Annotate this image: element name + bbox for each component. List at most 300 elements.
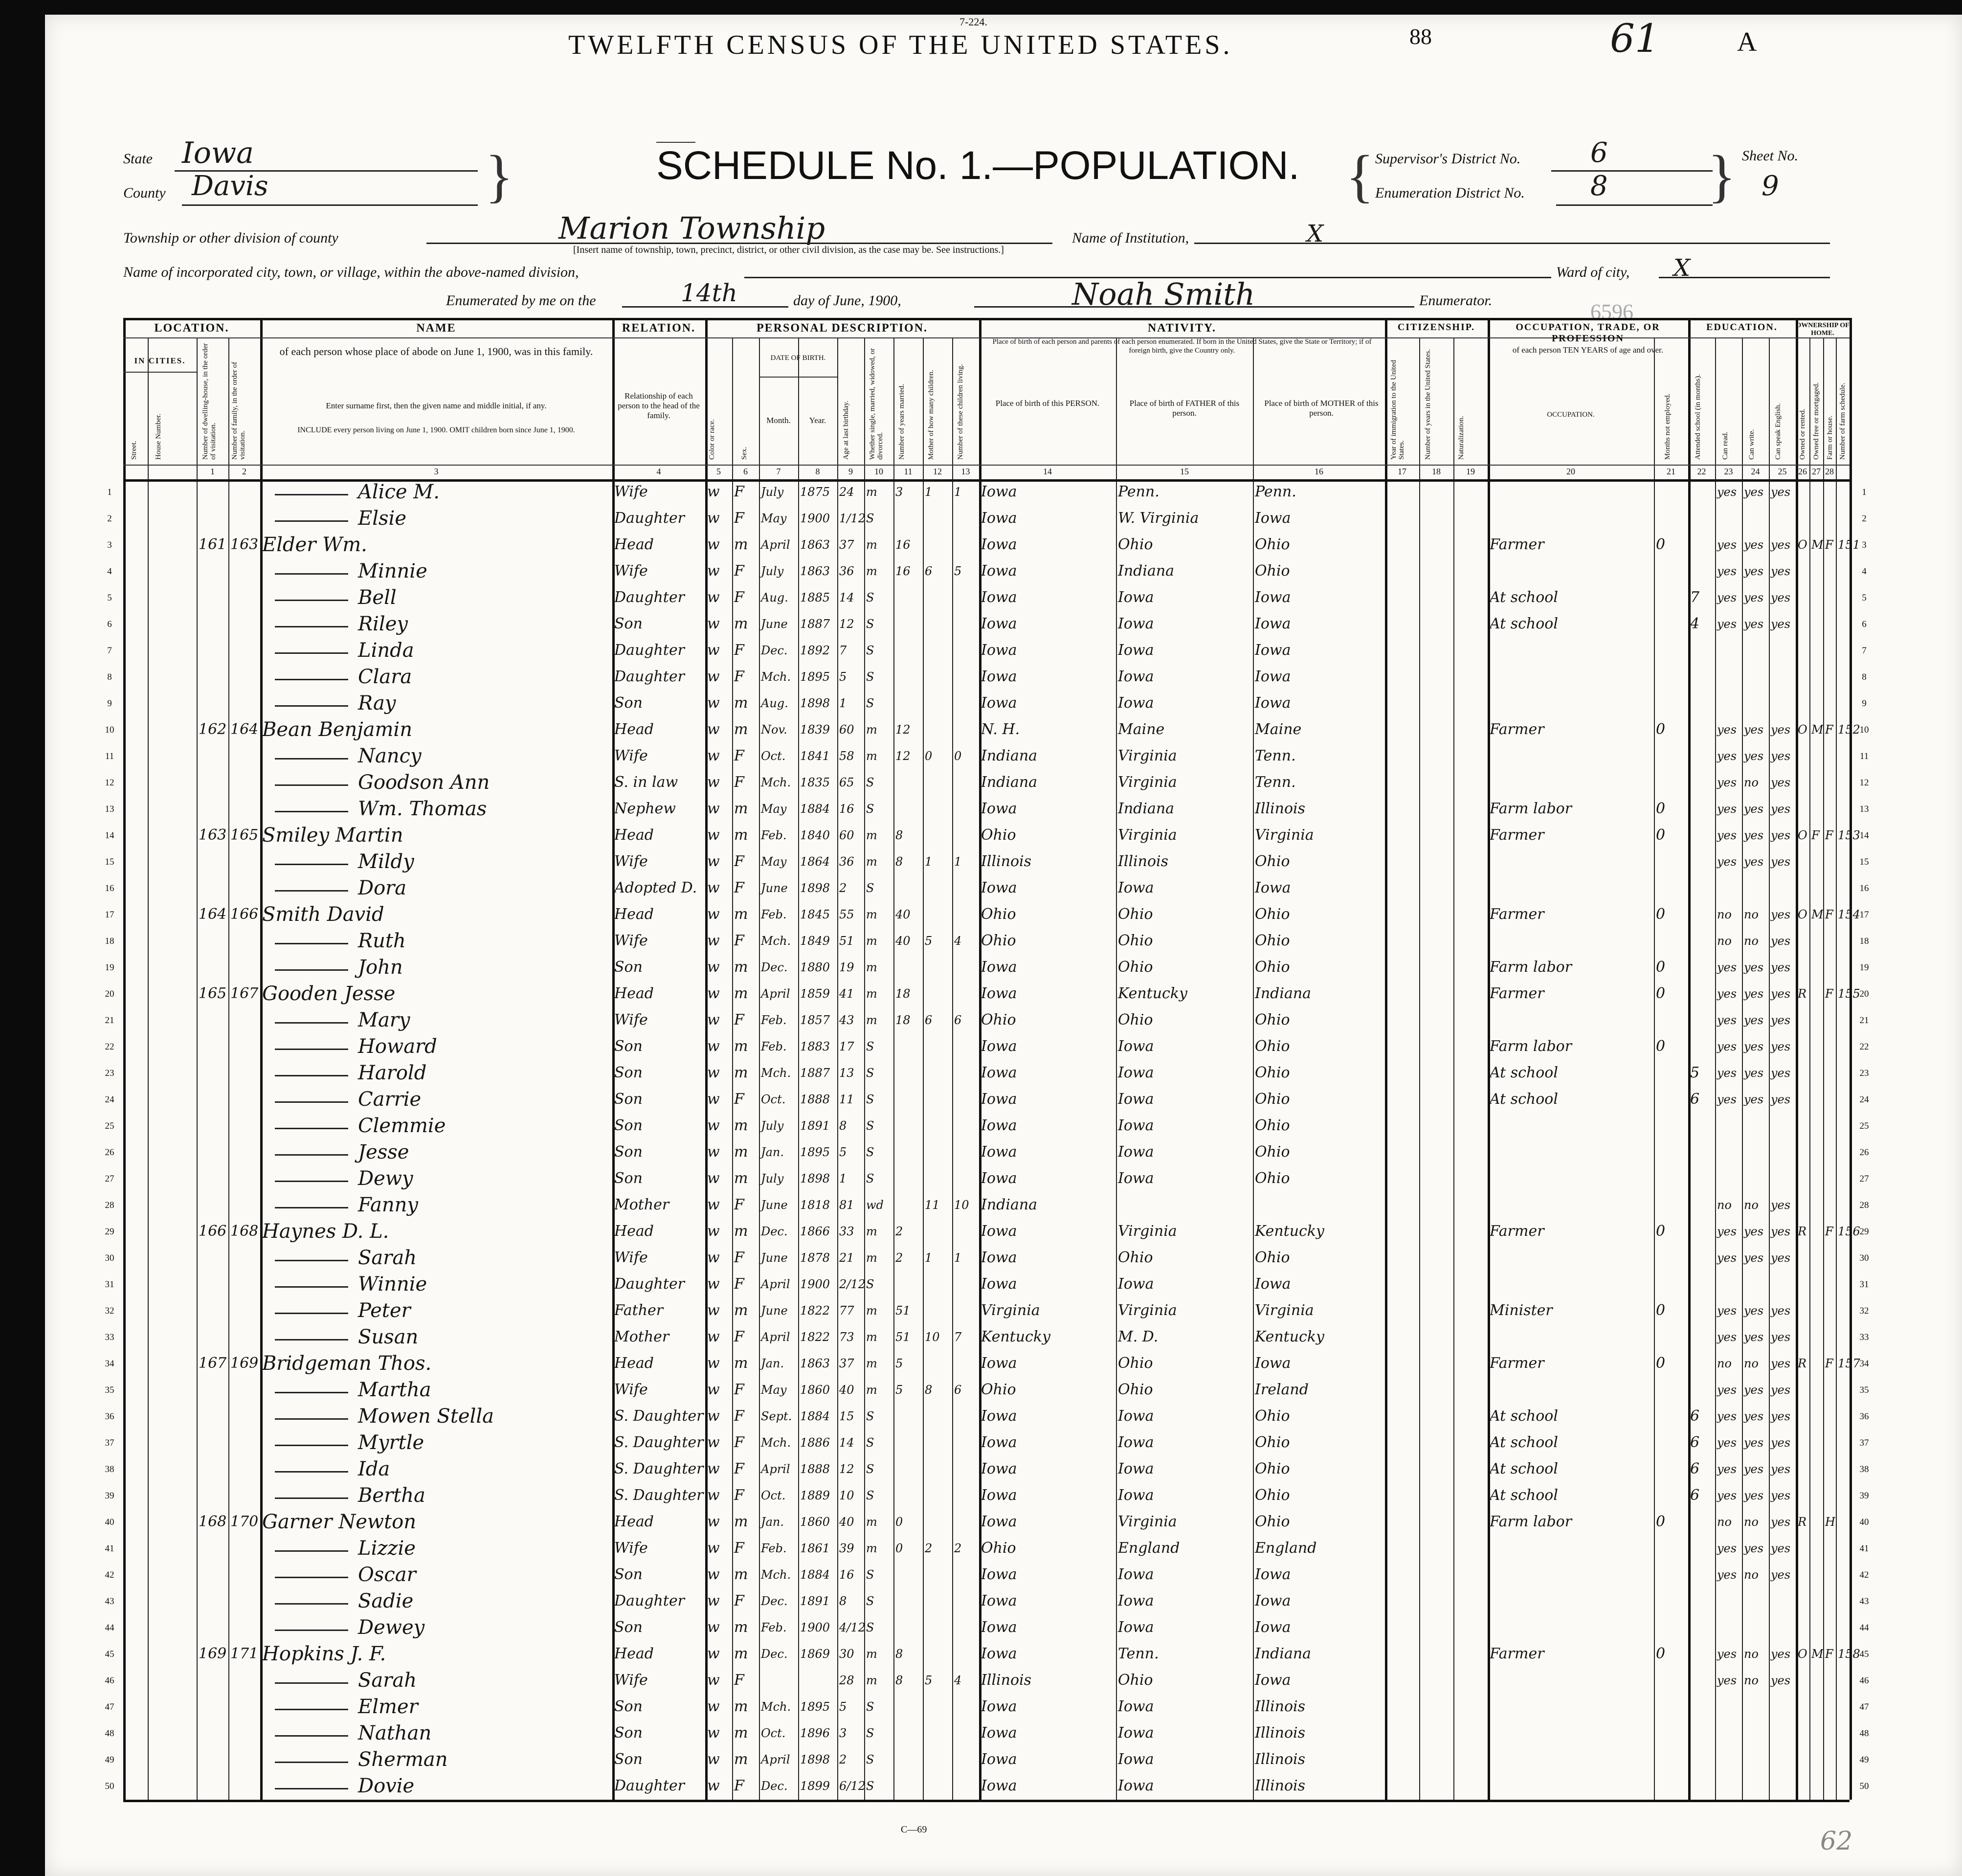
institution-value: X <box>1307 220 1324 247</box>
table-cell-col: w <box>707 694 720 712</box>
table-cell-col: w <box>707 1645 720 1662</box>
table-cell-age: 21 <box>839 1251 854 1265</box>
surname-ditto-dash <box>275 1392 348 1393</box>
table-cell-occ: At school <box>1490 1091 1558 1108</box>
table-cell-name: Hopkins J. F. <box>262 1643 386 1665</box>
township-underline <box>426 243 1052 244</box>
table-cell-wr: yes <box>1744 538 1764 552</box>
table-cell-sex: m <box>734 1619 748 1636</box>
table-cell-wr: yes <box>1744 617 1764 631</box>
row-number-left: 27 <box>105 1174 114 1184</box>
table-cell-bp: Iowa <box>981 642 1017 659</box>
table-cell-own: R <box>1798 987 1807 1001</box>
table-cell-col: w <box>707 800 720 817</box>
table-cell-bp: Iowa <box>981 510 1017 527</box>
occupation-sub: OCCUPATION. <box>1547 411 1595 419</box>
table-cell-bm: England <box>1255 1540 1317 1557</box>
header-can-write: Can write. <box>1748 429 1756 460</box>
row-number-right: 36 <box>1859 1411 1869 1422</box>
population-table <box>105 318 1869 1800</box>
table-cell-yr: 1866 <box>800 1225 830 1238</box>
table-cell-sex: m <box>734 1566 748 1583</box>
table-cell-mo: Feb. <box>761 908 787 921</box>
table-cell-age: 1 <box>839 1172 847 1185</box>
table-cell-age: 37 <box>839 1357 854 1370</box>
table-cell-rel: Head <box>614 1645 654 1662</box>
table-cell-rel: Adopted D. <box>614 879 697 896</box>
table-cell-yr: 1841 <box>800 749 830 763</box>
surname-ditto-dash <box>275 652 348 654</box>
table-cell-rd: yes <box>1717 1541 1737 1555</box>
surname-ditto-dash <box>275 1788 348 1789</box>
grid-vline <box>893 337 894 1800</box>
row-number-left: 2 <box>107 514 112 524</box>
table-cell-mo: Mch. <box>761 670 791 684</box>
table-cell-ms: m <box>866 960 877 974</box>
table-cell-age: 17 <box>839 1040 854 1053</box>
row-number-left: 37 <box>105 1438 114 1448</box>
table-cell-sp: yes <box>1771 1013 1791 1027</box>
table-cell-sex: m <box>734 959 748 976</box>
table-cell-ym: 12 <box>895 723 911 737</box>
table-cell-rel: Head <box>614 536 654 553</box>
table-cell-wr: yes <box>1744 1409 1764 1423</box>
grid-vline <box>148 337 149 1800</box>
table-cell-bp: Ohio <box>981 826 1016 844</box>
table-cell-sex: F <box>734 668 744 685</box>
table-cell-occ: At school <box>1490 1407 1558 1425</box>
table-cell-age: 24 <box>839 485 854 499</box>
surname-ditto-dash <box>275 890 348 892</box>
surname-ditto-dash <box>275 494 348 495</box>
header-farm: Farm or house. <box>1826 415 1834 460</box>
table-cell-col: w <box>707 1460 720 1477</box>
table-cell-wr: yes <box>1744 1066 1764 1080</box>
column-number: 27 <box>1812 467 1821 476</box>
table-cell-rd: no <box>1717 1357 1732 1370</box>
column-number: 1 <box>210 467 215 476</box>
grid-hline <box>123 1800 1850 1802</box>
table-cell-age: 15 <box>839 1409 854 1423</box>
table-cell-bf: Iowa <box>1118 1117 1154 1134</box>
table-cell-occ: Farmer <box>1490 1223 1544 1240</box>
table-cell-occ: Farmer <box>1490 906 1544 923</box>
table-cell-yr: 1883 <box>800 1040 830 1053</box>
table-cell-bf: Iowa <box>1118 1038 1154 1055</box>
row-number-right: 37 <box>1859 1438 1869 1448</box>
table-cell-ms: m <box>866 1674 877 1687</box>
table-cell-ms: S <box>866 696 874 710</box>
table-cell-bf: Iowa <box>1118 615 1154 632</box>
column-number: 25 <box>1778 467 1787 476</box>
row-number-left: 40 <box>105 1517 114 1527</box>
table-cell-ms: m <box>866 485 877 499</box>
table-cell-sp: yes <box>1771 1251 1791 1265</box>
table-cell-rd: yes <box>1717 855 1737 869</box>
table-cell-rd: yes <box>1717 1093 1737 1106</box>
table-cell-rd: yes <box>1717 723 1737 737</box>
table-cell-fm: F <box>1811 828 1820 842</box>
table-cell-occ: Farm labor <box>1490 800 1572 817</box>
row-number-right: 43 <box>1859 1596 1869 1607</box>
surname-ditto-dash <box>275 520 348 522</box>
row-number-left: 9 <box>107 698 112 709</box>
table-cell-mo: Jan. <box>761 1145 784 1159</box>
table-cell-sex: F <box>734 1091 744 1108</box>
table-cell-dw: 162 <box>199 721 227 738</box>
table-cell-mo: April <box>761 1753 790 1766</box>
page-number-handwritten: 61 <box>1610 16 1660 61</box>
table-cell-col: w <box>707 1592 720 1609</box>
table-cell-mo: Jan. <box>761 1357 784 1370</box>
surname-ditto-dash <box>275 1075 348 1076</box>
table-cell-bf: Virginia <box>1118 747 1177 764</box>
table-cell-name: Howard <box>358 1035 437 1058</box>
table-cell-name: John <box>358 956 403 979</box>
table-cell-wr: yes <box>1744 1436 1764 1450</box>
table-cell-bf: Penn. <box>1118 483 1159 500</box>
table-cell-mo: July <box>761 564 784 578</box>
table-cell-age: 36 <box>839 564 854 578</box>
header-years-married: Number of years married. <box>898 384 906 460</box>
table-cell-rd: no <box>1717 908 1732 921</box>
table-cell-name: Harold <box>358 1062 427 1084</box>
table-cell-age: 14 <box>839 591 854 604</box>
table-cell-rel: Son <box>614 1751 643 1768</box>
table-cell-col: w <box>707 774 720 791</box>
grid-vline <box>1385 318 1387 1800</box>
table-cell-bp: Iowa <box>981 562 1017 580</box>
table-cell-sex: F <box>734 483 744 500</box>
table-cell-mo: Aug. <box>761 591 788 604</box>
table-cell-bp: Iowa <box>981 536 1017 553</box>
table-cell-sp: yes <box>1771 776 1791 789</box>
table-cell-ms: S <box>866 1489 874 1502</box>
table-cell-yr: 1892 <box>800 644 830 657</box>
table-cell-fh: F <box>1825 908 1833 921</box>
table-cell-occ: At school <box>1490 615 1558 632</box>
table-cell-bf: Ohio <box>1118 959 1153 976</box>
table-cell-bm: Ohio <box>1255 1064 1290 1081</box>
table-cell-rel: Wife <box>614 1249 648 1266</box>
row-number-left: 12 <box>105 778 114 788</box>
table-cell-sex: m <box>734 1513 748 1530</box>
table-cell-yr: 1857 <box>800 1013 830 1027</box>
surname-ditto-dash <box>275 1497 348 1499</box>
table-cell-bf: Iowa <box>1118 1619 1154 1636</box>
table-cell-yr: 1896 <box>800 1726 830 1740</box>
grid-vline <box>1419 337 1420 1800</box>
table-cell-ms: m <box>866 855 877 869</box>
table-cell-ms: m <box>866 908 877 921</box>
table-cell-mo: Oct. <box>761 1489 786 1502</box>
relation-desc: Relationship of each person to the head of the family. <box>618 391 700 420</box>
table-cell-col: w <box>707 1513 720 1530</box>
table-cell-yr: 1887 <box>800 1066 830 1080</box>
institution-underline <box>1194 243 1830 244</box>
table-cell-ms: m <box>866 538 877 552</box>
table-cell-ms: S <box>866 1779 874 1793</box>
table-cell-ym: 12 <box>895 749 911 763</box>
table-cell-yr: 1885 <box>800 591 830 604</box>
table-cell-sex: F <box>734 879 744 896</box>
table-cell-occ: Minister <box>1490 1302 1553 1319</box>
table-cell-rd: yes <box>1717 1489 1737 1502</box>
enumeration-label: Enumeration District No. <box>1375 185 1525 201</box>
institution-label: Name of Institution, <box>1072 230 1189 246</box>
table-cell-own: R <box>1798 1225 1807 1238</box>
table-cell-yr: 1875 <box>800 485 830 499</box>
column-number: 7 <box>776 467 781 476</box>
table-cell-own: R <box>1798 1357 1807 1370</box>
table-cell-rd: yes <box>1717 749 1737 763</box>
table-cell-col: w <box>707 1223 720 1240</box>
row-number-left: 38 <box>105 1464 114 1474</box>
table-cell-bm: Ohio <box>1255 932 1290 949</box>
table-cell-mo: Mch. <box>761 776 791 789</box>
table-cell-bm: Maine <box>1255 721 1302 738</box>
table-cell-ne: 0 <box>1656 1355 1666 1372</box>
table-cell-rel: Head <box>614 1355 654 1372</box>
table-cell-yr: 1860 <box>800 1515 830 1529</box>
surname-ditto-dash <box>275 1471 348 1473</box>
table-cell-name: Bean Benjamin <box>262 718 412 741</box>
table-cell-mc: 0 <box>925 749 933 763</box>
row-number-right: 25 <box>1859 1121 1869 1131</box>
table-cell-bm: Iowa <box>1255 694 1291 712</box>
table-cell-age: 12 <box>839 1462 854 1476</box>
table-cell-rel: Son <box>614 1698 643 1715</box>
table-cell-ne: 0 <box>1656 1038 1666 1055</box>
header-free: Owned free or mortgaged. <box>1812 382 1820 460</box>
row-number-right: 27 <box>1859 1174 1869 1184</box>
row-number-right: 40 <box>1859 1517 1869 1527</box>
table-cell-wr: yes <box>1744 1013 1764 1027</box>
table-cell-name: Sarah <box>358 1669 417 1692</box>
surname-ditto-dash <box>275 1101 348 1103</box>
table-cell-rel: Wife <box>614 1011 648 1028</box>
table-cell-ms: S <box>866 512 874 525</box>
table-cell-fh: F <box>1825 987 1833 1001</box>
row-number-left: 16 <box>105 883 114 893</box>
table-cell-age: 60 <box>839 828 854 842</box>
table-cell-bp: Iowa <box>981 1698 1017 1715</box>
table-cell-col: w <box>707 1091 720 1108</box>
table-cell-rel: Daughter <box>614 642 685 659</box>
table-cell-bf: Iowa <box>1118 1434 1154 1451</box>
table-cell-col: w <box>707 932 720 949</box>
table-cell-rel: Wife <box>614 932 648 949</box>
table-cell-ym: 2 <box>895 1225 903 1238</box>
table-cell-rd: yes <box>1717 1674 1737 1687</box>
table-cell-sex: F <box>734 1434 744 1451</box>
table-cell-col: w <box>707 721 720 738</box>
table-cell-bm: Iowa <box>1255 642 1291 659</box>
table-cell-sex: F <box>734 1487 744 1504</box>
table-cell-bp: Ohio <box>981 932 1016 949</box>
surname-ditto-dash <box>275 1577 348 1578</box>
table-cell-cl: 0 <box>954 749 962 763</box>
table-cell-rel: Daughter <box>614 1592 685 1609</box>
header-owned: Owned or rented. <box>1799 408 1806 460</box>
table-cell-mo: Dec. <box>761 1647 788 1661</box>
table-cell-bm: Iowa <box>1255 615 1291 632</box>
surname-ditto-dash <box>275 626 348 627</box>
table-cell-bp: Iowa <box>981 1117 1017 1134</box>
margin-mark: 62 <box>1820 1827 1853 1856</box>
table-cell-bf: Iowa <box>1118 1143 1154 1161</box>
table-cell-bp: Indiana <box>981 747 1038 764</box>
table-cell-sp: yes <box>1771 908 1791 921</box>
birth-mother-label: Place of birth of MOTHER of this person. <box>1264 399 1379 418</box>
table-cell-sex: m <box>734 1223 748 1240</box>
table-cell-col: w <box>707 536 720 553</box>
table-cell-rd: yes <box>1717 987 1737 1001</box>
table-cell-yr: 1887 <box>800 617 830 631</box>
group-nativity: NATIVITY. <box>1147 322 1217 335</box>
table-cell-name: Smith David <box>262 903 384 926</box>
table-cell-rel: Son <box>614 1038 643 1055</box>
column-number: 17 <box>1398 467 1406 476</box>
table-cell-cl: 4 <box>954 934 962 948</box>
table-cell-bf: Ohio <box>1118 1249 1153 1266</box>
table-cell-mo: Dec. <box>761 1779 788 1793</box>
table-cell-age: 60 <box>839 723 854 737</box>
table-cell-yr: 1860 <box>800 1383 830 1397</box>
schedule-title: SCHEDULE No. 1.—POPULATION. <box>656 143 1300 188</box>
table-cell-bf: Tenn. <box>1118 1645 1159 1662</box>
table-cell-fam: 164 <box>230 721 259 738</box>
table-cell-ms: S <box>866 670 874 684</box>
table-cell-sp: yes <box>1771 934 1791 948</box>
grid-vline <box>923 337 924 1800</box>
table-cell-age: 10 <box>839 1489 854 1502</box>
table-cell-rd: yes <box>1717 1066 1737 1080</box>
table-cell-mc: 8 <box>925 1383 933 1397</box>
table-cell-bm: Kentucky <box>1255 1328 1324 1345</box>
table-cell-dw: 165 <box>199 985 227 1002</box>
table-cell-rel: S. Daughter <box>614 1487 704 1504</box>
table-cell-name: Sherman <box>358 1748 448 1771</box>
table-cell-yr: 1864 <box>800 855 830 869</box>
table-cell-bp: Iowa <box>981 800 1017 817</box>
table-cell-mo: April <box>761 987 790 1001</box>
table-cell-name: Dewey <box>358 1616 425 1639</box>
table-cell-mo: Feb. <box>761 1040 787 1053</box>
grid-vline <box>732 337 733 1800</box>
table-cell-bp: Iowa <box>981 1355 1017 1372</box>
table-cell-col: w <box>707 589 720 606</box>
table-cell-ne: 0 <box>1656 826 1666 844</box>
table-cell-bp: Ohio <box>981 1011 1016 1028</box>
table-cell-col: w <box>707 1117 720 1134</box>
row-number-left: 5 <box>107 593 112 603</box>
table-cell-fs: 154 <box>1838 908 1860 921</box>
table-cell-sp: yes <box>1771 564 1791 578</box>
header-street: Street. <box>130 441 138 460</box>
table-cell-bf: W. Virginia <box>1118 510 1199 527</box>
table-cell-sp: yes <box>1771 987 1791 1001</box>
table-cell-ms: m <box>866 1383 877 1397</box>
row-number-right: 31 <box>1859 1279 1869 1290</box>
table-cell-yr: 1888 <box>800 1093 830 1106</box>
enumerated-middle: day of June, 1900, <box>793 292 901 309</box>
table-cell-rel: Son <box>614 1724 643 1742</box>
table-cell-fm: M <box>1811 723 1824 737</box>
table-cell-age: 3 <box>839 1726 847 1740</box>
grid-vline <box>1823 337 1824 1800</box>
table-cell-mo: May <box>761 512 787 525</box>
table-cell-name: Lizzie <box>358 1537 416 1560</box>
table-cell-bp: Illinois <box>981 1672 1032 1689</box>
table-cell-name: Goodson Ann <box>358 771 490 794</box>
table-cell-name: Carrie <box>358 1088 422 1111</box>
table-cell-age: 19 <box>839 960 854 974</box>
row-number-right: 17 <box>1859 910 1869 920</box>
table-cell-mo: Dec. <box>761 1225 788 1238</box>
table-cell-bf: Maine <box>1118 721 1165 738</box>
table-cell-rel: Wife <box>614 1672 648 1689</box>
row-number-left: 36 <box>105 1411 114 1422</box>
table-cell-name: Fanny <box>358 1194 419 1216</box>
state-value: Iowa <box>182 136 254 170</box>
row-number-right: 19 <box>1859 962 1869 973</box>
table-cell-rel: Son <box>614 1143 643 1161</box>
table-cell-wr: yes <box>1744 591 1764 604</box>
surname-ditto-dash <box>275 573 348 575</box>
table-cell-bm: Illinois <box>1255 1724 1306 1742</box>
table-cell-sp: yes <box>1771 617 1791 631</box>
township-instruction: [Insert name of township, town, precinct, district, or other civil division, as the case may be. See instructions.] <box>573 245 1004 255</box>
table-cell-ms: m <box>866 723 877 737</box>
table-cell-col: w <box>707 1328 720 1345</box>
table-cell-age: 7 <box>839 644 847 657</box>
table-cell-bf: Iowa <box>1118 1698 1154 1715</box>
table-cell-yr: 1898 <box>800 1753 830 1766</box>
table-cell-bf: Ohio <box>1118 1355 1153 1372</box>
row-number-left: 15 <box>105 857 114 867</box>
table-cell-fs: 152 <box>1838 723 1860 737</box>
table-cell-ym: 0 <box>895 1515 903 1529</box>
surname-ditto-dash <box>275 1260 348 1261</box>
table-cell-mo: July <box>761 1119 784 1133</box>
table-cell-rd: yes <box>1717 1040 1737 1053</box>
table-cell-rd: yes <box>1717 776 1737 789</box>
table-cell-age: 2 <box>839 1753 847 1766</box>
table-cell-bm: Iowa <box>1255 879 1291 896</box>
column-number: 14 <box>1043 467 1052 476</box>
row-number-left: 30 <box>105 1253 114 1263</box>
brace-right-2: } <box>1708 143 1736 208</box>
surname-ditto-dash <box>275 1049 348 1050</box>
table-cell-sp: yes <box>1771 828 1791 842</box>
table-cell-fh: H <box>1825 1515 1835 1529</box>
table-cell-mo: May <box>761 802 787 816</box>
surname-ditto-dash <box>275 1339 348 1340</box>
surname-ditto-dash <box>275 1022 348 1024</box>
column-number: 23 <box>1724 467 1733 476</box>
column-number: 18 <box>1432 467 1441 476</box>
table-cell-ne: 0 <box>1656 1645 1666 1662</box>
table-cell-ne: 0 <box>1656 1223 1666 1240</box>
table-cell-sex: F <box>734 1407 744 1425</box>
table-cell-mo: Mch. <box>761 934 791 948</box>
table-cell-bf: Iowa <box>1118 642 1154 659</box>
table-cell-fam: 166 <box>230 906 259 923</box>
table-cell-dw: 166 <box>199 1223 227 1240</box>
table-cell-cl: 1 <box>954 855 962 869</box>
table-cell-fam: 170 <box>230 1513 259 1530</box>
